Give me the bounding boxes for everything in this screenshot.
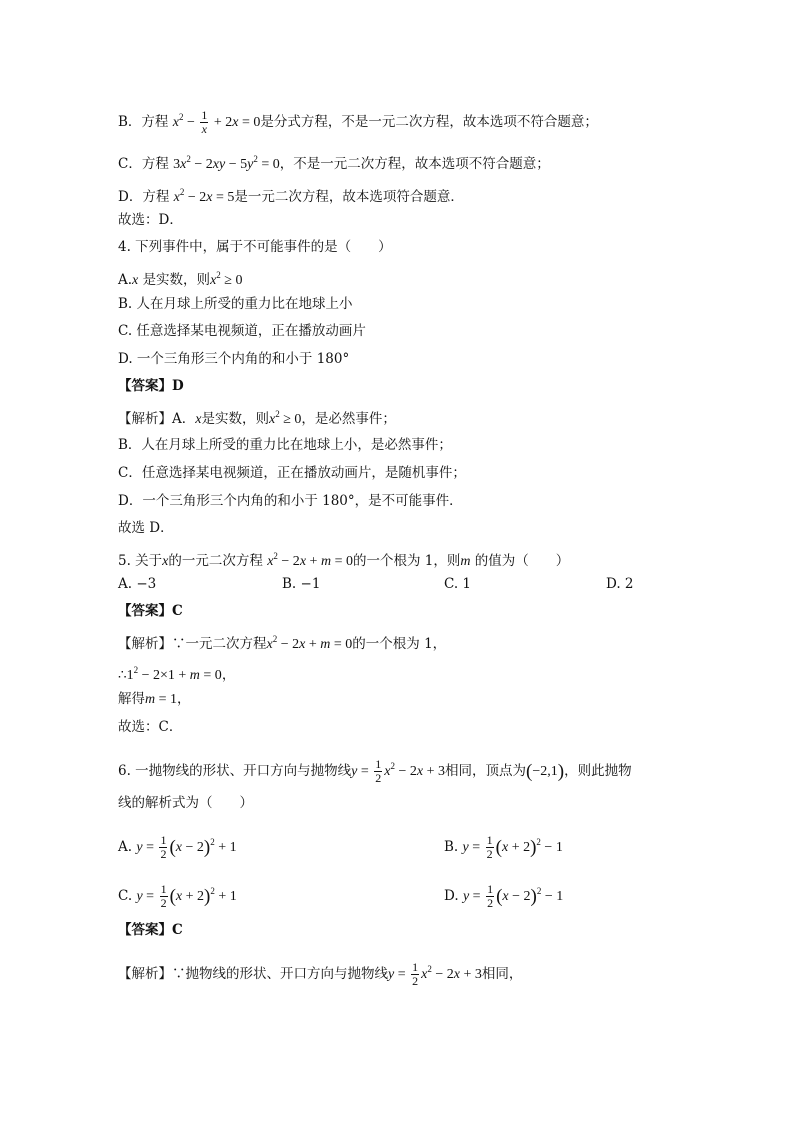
- q5-option-b: B. −1: [282, 576, 321, 592]
- q4-option-b: B. 人在月球上所受的重力比在地球上小: [118, 296, 353, 312]
- q5-option-d: D. 2: [606, 576, 634, 592]
- q5-option-c: C. 1: [444, 576, 472, 592]
- q6-option-d: D. y = $\frac{1}{2}$ $(x - 2)^2 - 1$: [444, 882, 564, 911]
- q5-answer: 【答案】C: [118, 603, 183, 619]
- q6-answer: 【答案】C: [118, 922, 183, 938]
- q4-option-d: D. 一个三角形三个内角的和小于 180°: [118, 351, 350, 367]
- q4-option-a: A.x 是实数，则$x^2 \ge 0$: [118, 270, 243, 288]
- q3-option-c-explanation: C．方程 $3x^2 - 2xy - 5y^2 = 0$，不是一元二次方程，故本选项不符合题意；: [118, 154, 550, 172]
- q6-option-c: C. y = $\frac{1}{2}$ $(x + 2)^2 + 1$: [118, 882, 237, 911]
- q3-option-d-explanation: D．方程 $x^2 - 2x = 5$是一元二次方程，故本选项符合题意．: [118, 187, 464, 205]
- q4-explanation-b: B．人在月球上所受的重力比在地球上小，是必然事件；: [118, 437, 452, 453]
- q6-stem-line2: 线的解析式为（ ）: [118, 795, 253, 811]
- q6-option-a: A. y = $\frac{1}{2}$ $(x - 2)^2 + 1$: [118, 833, 237, 862]
- q4-answer: 【答案】D: [118, 378, 184, 394]
- q5-explanation-2: $\therefore 1^2 - 2\times 1 + m = 0$，: [118, 665, 236, 683]
- q4-option-c: C. 任意选择某电视频道，正在播放动画片: [118, 323, 366, 339]
- q4-explanation-d: D．一个三角形三个内角的和小于 180°，是不可能事件．: [118, 493, 463, 509]
- q3-conclusion: 故选：D．: [118, 212, 183, 228]
- q3-option-b-explanation: B．方程 $x^2$ − $\frac{1}{x}$ + 2x = 0是分式方程，不是一元二次方程，故本选项不符合题意；: [118, 108, 598, 137]
- q4-explanation-a: 【解析】A．x是实数，则$x^2 \ge 0$，是必然事件；: [118, 409, 396, 427]
- q6-option-b: B. y = $\frac{1}{2}$ $(x + 2)^2 - 1$: [444, 833, 563, 862]
- q4-explanation-c: C．任意选择某电视频道，正在播放动画片，是随机事件；: [118, 465, 466, 481]
- q6-explanation: 【解析】∵抛物线的形状、开口方向与抛物线y = $\frac{1}{2}$ $x^2 - 2x + 3$相同，: [118, 960, 523, 989]
- q5-explanation-3: 解得m = 1，: [118, 691, 191, 707]
- q5-explanation-1: 【解析】∵一元二次方程$x^2 - 2x + m = 0$的一个根为 1，: [118, 634, 447, 652]
- q5-conclusion: 故选：C．: [118, 719, 183, 735]
- q4-conclusion: 故选 D．: [118, 520, 174, 536]
- q6-stem-line1: 6. 一抛物线的形状、开口方向与抛物线y = $\frac{1}{2}$ $x^2 - 2x + 3$相同，顶点为(−2,1)，则此抛物: [118, 757, 632, 786]
- q5-stem: 5. 关于x的一元二次方程 $x^2 - 2x + m = 0$的一个根为 1，则m 的值为（ ）: [118, 551, 570, 569]
- q4-stem: 4. 下列事件中，属于不可能事件的是（ ）: [118, 239, 392, 255]
- q5-option-a: A. −3: [118, 576, 157, 592]
